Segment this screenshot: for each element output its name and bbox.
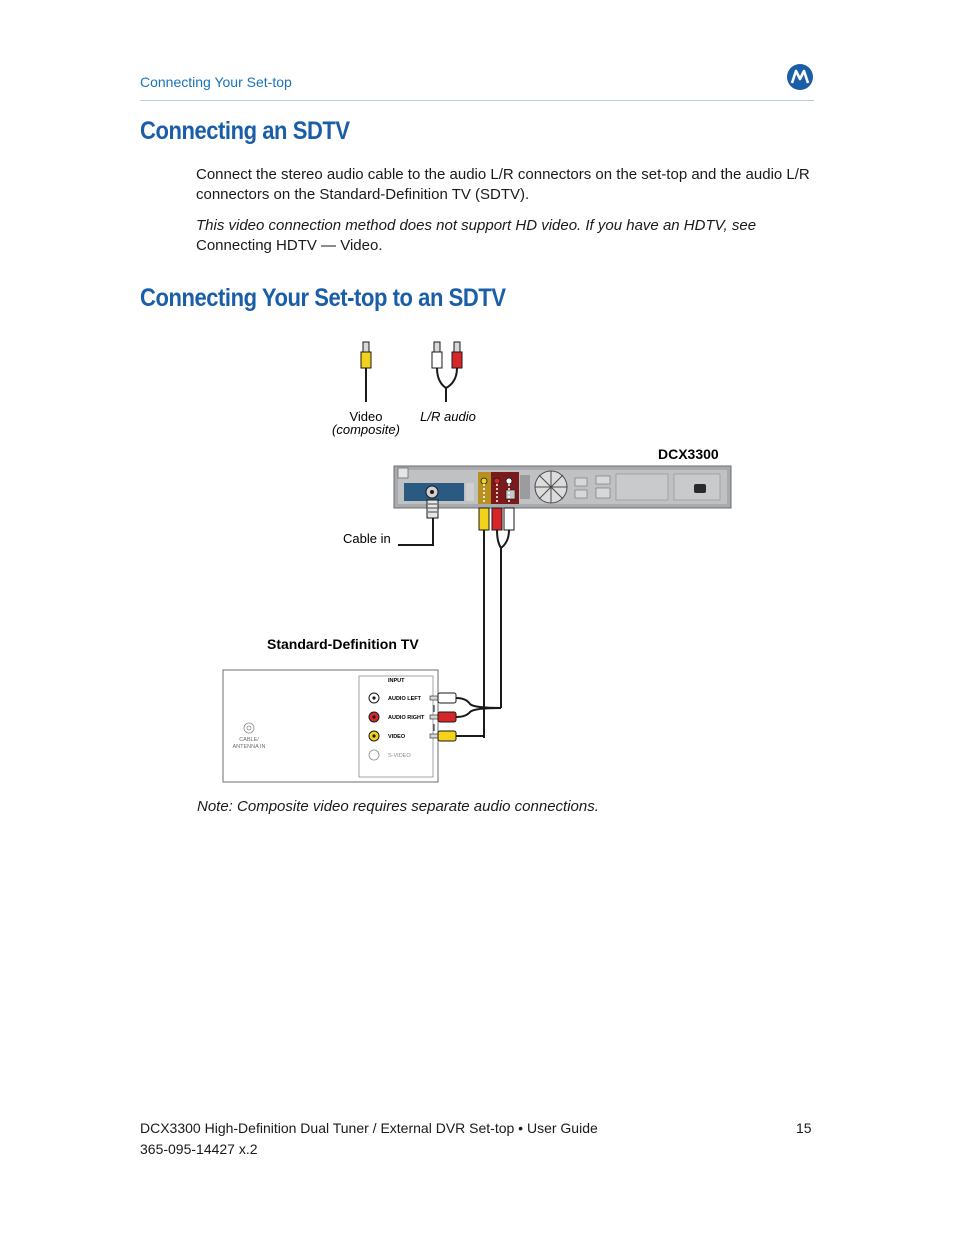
- footer-title: DCX3300 High-Definition Dual Tuner / External DVR Set-top • User Guide: [140, 1120, 598, 1136]
- tv-audio-left-label: AUDIO LEFT: [388, 696, 421, 702]
- section-title-settop-to-sdtv: Connecting Your Set-top to an SDTV: [140, 284, 506, 312]
- composite-note: Note: Composite video requires separate audio connections.: [197, 798, 599, 815]
- composite-video-plug-icon: [361, 342, 371, 402]
- page-number: 15: [796, 1120, 812, 1136]
- settop-rca-plugs: [479, 484, 514, 738]
- tv-label: Standard-Definition TV: [267, 636, 419, 652]
- tv-cable-antenna-label-2: ANTENNA IN: [232, 744, 266, 750]
- tv-svideo-label: S-VIDEO: [388, 753, 411, 759]
- device-label: DCX3300: [658, 446, 719, 462]
- footer-doc-number: 365-095-14427 x.2: [140, 1141, 258, 1157]
- running-head: Connecting Your Set-top: [140, 74, 292, 90]
- section-title-connecting-sdtv: Connecting an SDTV: [140, 117, 350, 145]
- hd-note-italic: This video connection method does not support HD video. If you have an HDTV, see: [196, 217, 757, 234]
- settop-back-panel: [394, 466, 731, 508]
- cable-in-label: Cable in: [343, 531, 391, 546]
- tv-audio-right-label: AUDIO RIGHT: [388, 715, 425, 721]
- tv-cable-antenna-label-1: CABLE/: [239, 737, 259, 743]
- composite-label: (composite): [332, 422, 400, 437]
- lr-audio-label: L/R audio: [420, 409, 476, 424]
- tv-rca-plugs: [430, 693, 501, 741]
- intro-paragraph: Connect the stereo audio cable to the audio L/R connectors on the set-top and the audio L/R connectors on the Standard-Definition TV (SDTV).: [196, 166, 810, 203]
- hdtv-link[interactable]: Connecting HDTV — Video.: [196, 237, 383, 254]
- tv-input-label: INPUT: [388, 678, 405, 684]
- video-label: Video: [349, 409, 383, 424]
- tv-back-panel: [223, 670, 438, 782]
- tv-video-label: VIDEO: [388, 734, 406, 740]
- lr-audio-plug-icon: [432, 342, 462, 402]
